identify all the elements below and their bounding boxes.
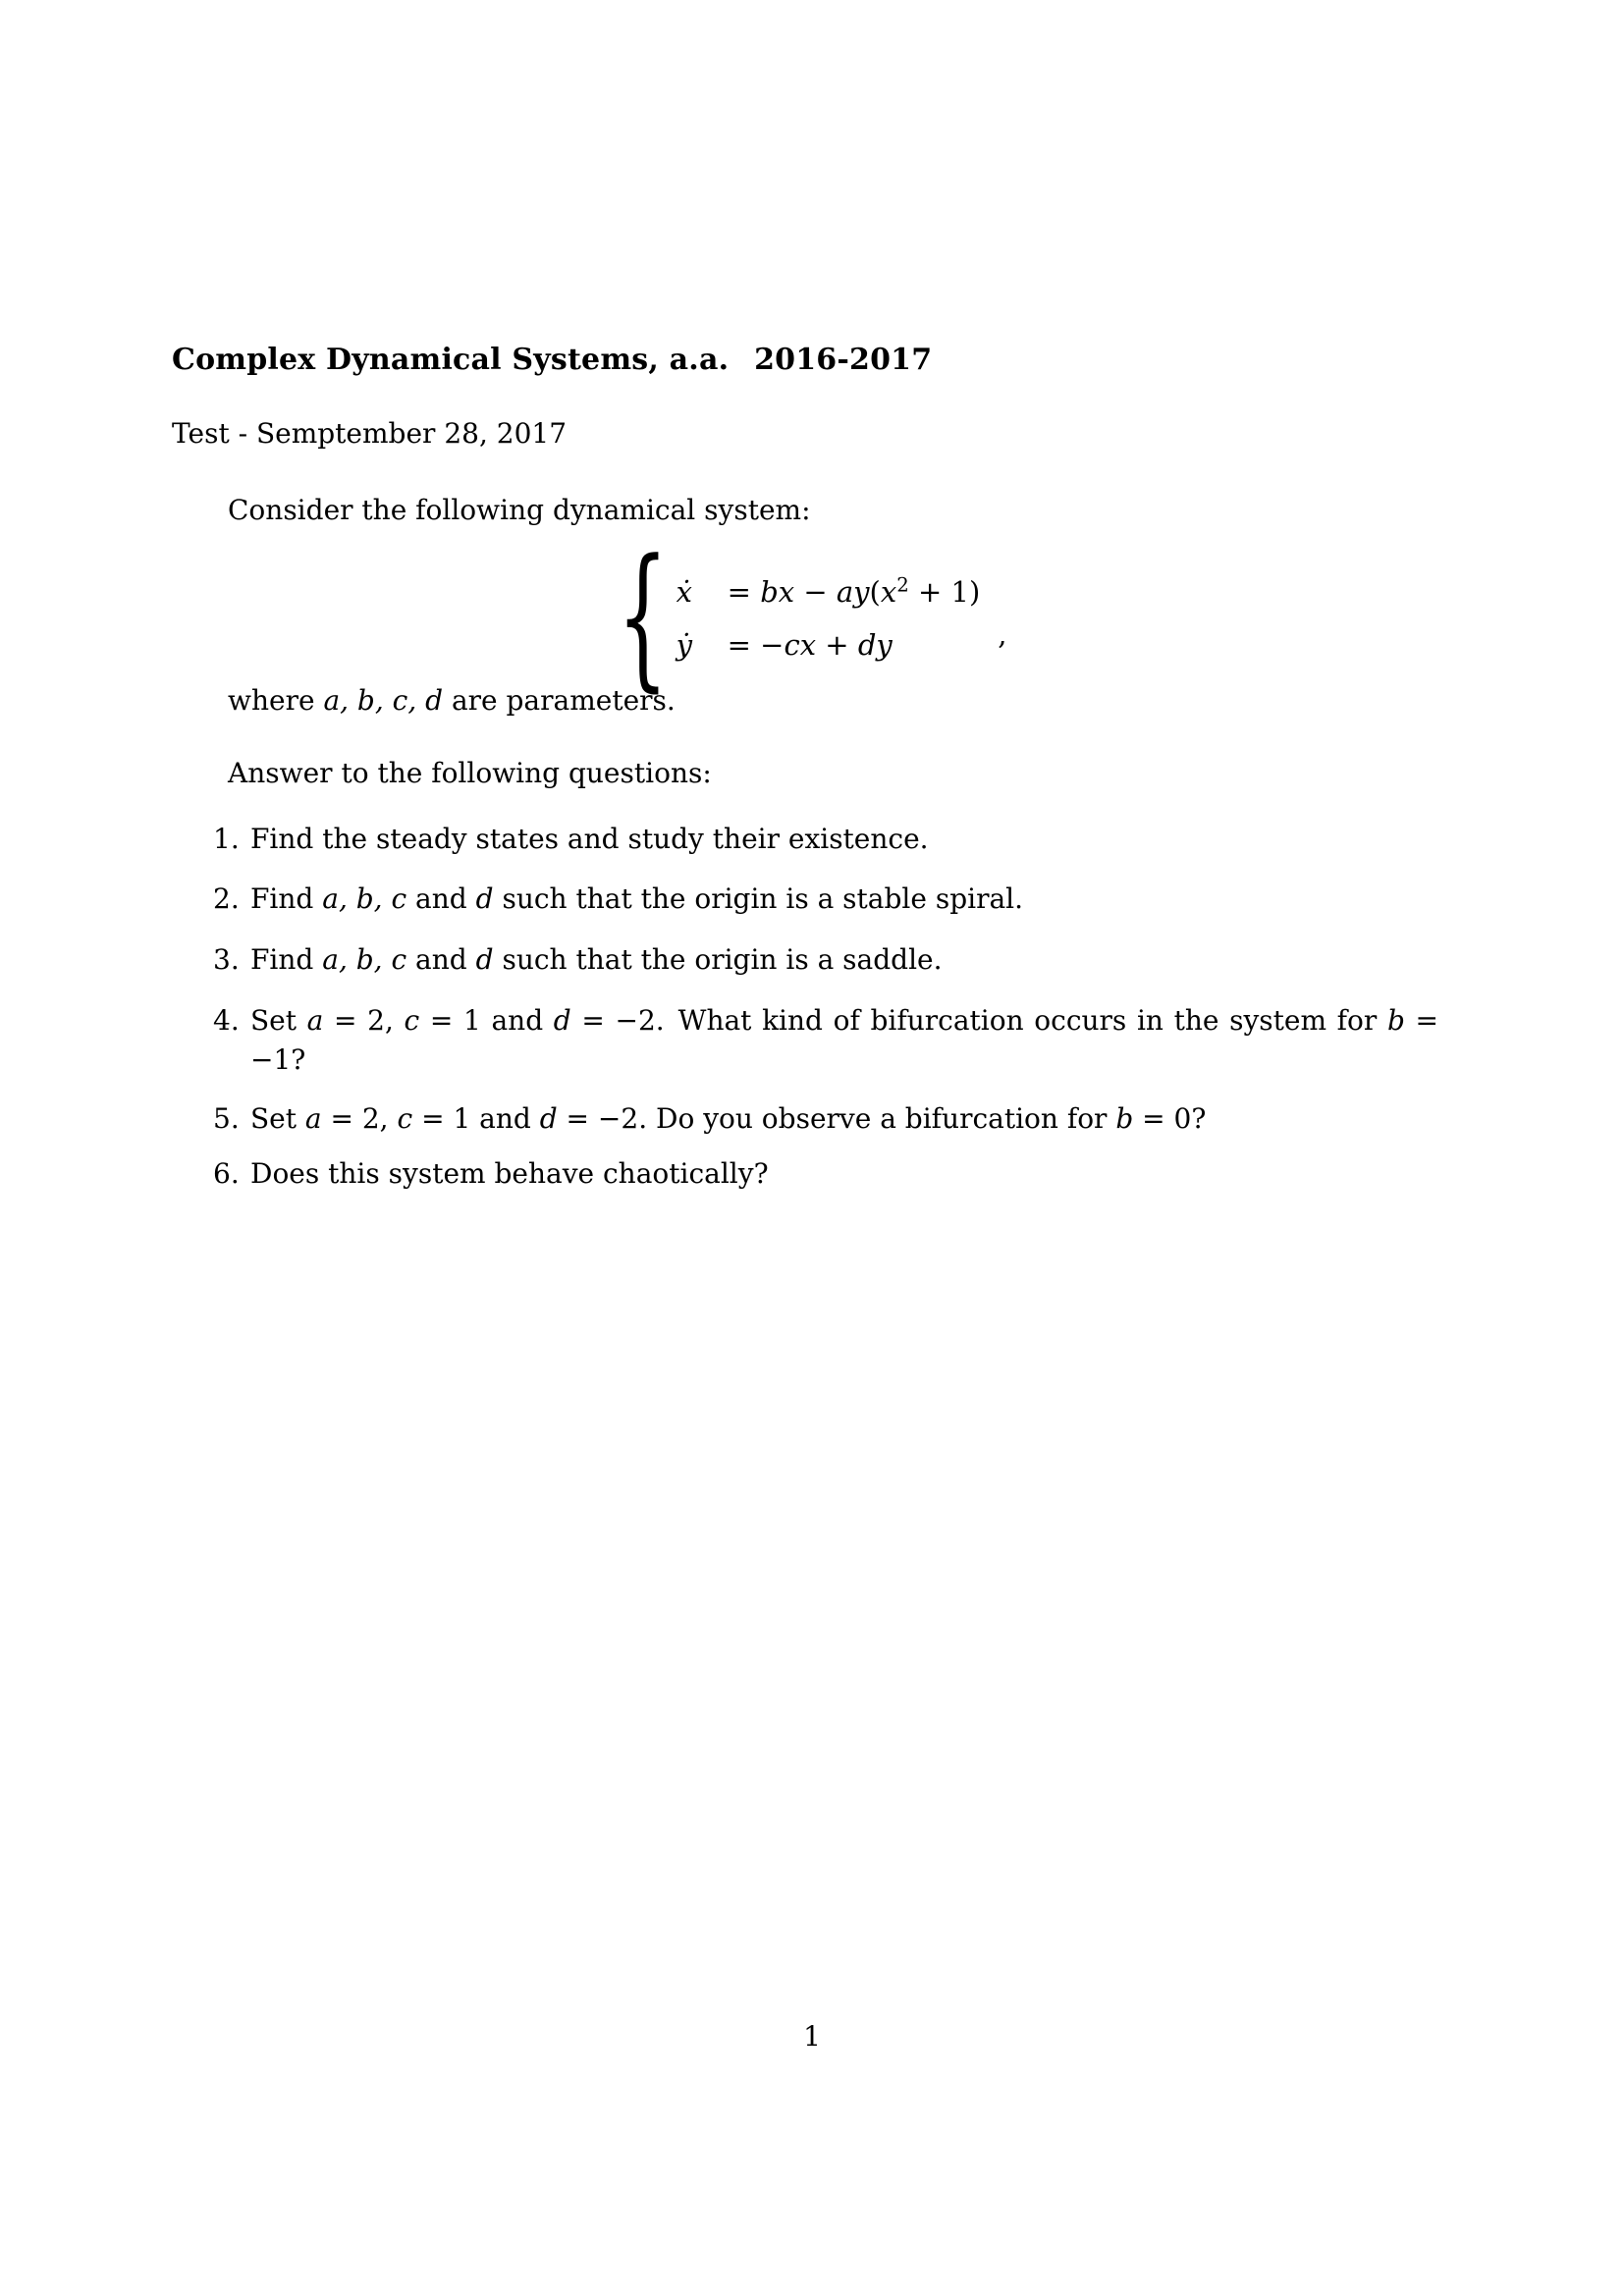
question-number: 6. — [213, 1157, 240, 1190]
left-brace-icon: { — [617, 527, 669, 708]
question-number: 3. — [213, 943, 240, 976]
page-number: 1 — [803, 2020, 821, 2053]
equation-1-rhs: = bx − $ay(x^2 + 1)$ — [727, 572, 981, 609]
equation-line-1 — [677, 572, 981, 613]
question-number: 4. — [213, 1004, 240, 1037]
question-number: 5. — [213, 1102, 240, 1135]
question-item-5 — [213, 1099, 1438, 1139]
question-item-4 — [213, 1001, 1439, 1080]
answer-paragraph: Answer to the following questions: — [228, 757, 712, 789]
question-text: Set a = 2, c = 1 and d = −2. What kind of bifurcation occurs in the system for b = −1? — [250, 1004, 1439, 1076]
question-item-1 — [213, 820, 1438, 859]
equation-1-lhs: ẋ — [676, 574, 693, 609]
question-text: Find the steady states and study their existence. — [250, 823, 929, 855]
question-text: Find a, b, c and d such that the origin is a saddle. — [250, 943, 943, 976]
question-text: Does this system behave chaotically? — [250, 1157, 769, 1190]
question-text: Set a = 2, c = 1 and d = −2. Do you observe a bifurcation for b = 0? — [250, 1102, 1207, 1135]
equation-trailing-comma: , — [998, 617, 1007, 651]
equation-2-lhs: ẏ — [676, 627, 693, 662]
equation-2-rhs: = −cx + dy — [727, 627, 893, 662]
question-item-6 — [213, 1154, 1438, 1194]
question-item-2 — [213, 880, 1438, 919]
document-title: Complex Dynamical Systems, a.a. 2016-2017 — [172, 343, 933, 377]
question-item-3 — [213, 940, 1438, 980]
where-paragraph: where a, b, c, d are parameters. — [228, 684, 676, 717]
question-number: 2. — [213, 882, 240, 915]
equation-rows — [677, 572, 981, 666]
intro-paragraph: Consider the following dynamical system: — [228, 494, 811, 526]
document-subtitle: Test - Semptember 28, 2017 — [172, 417, 568, 450]
equation-line-2 — [677, 625, 981, 666]
question-text: Find a, b, c and d such that the origin is a stable spiral. — [250, 882, 1024, 915]
question-number: 1. — [213, 823, 240, 855]
